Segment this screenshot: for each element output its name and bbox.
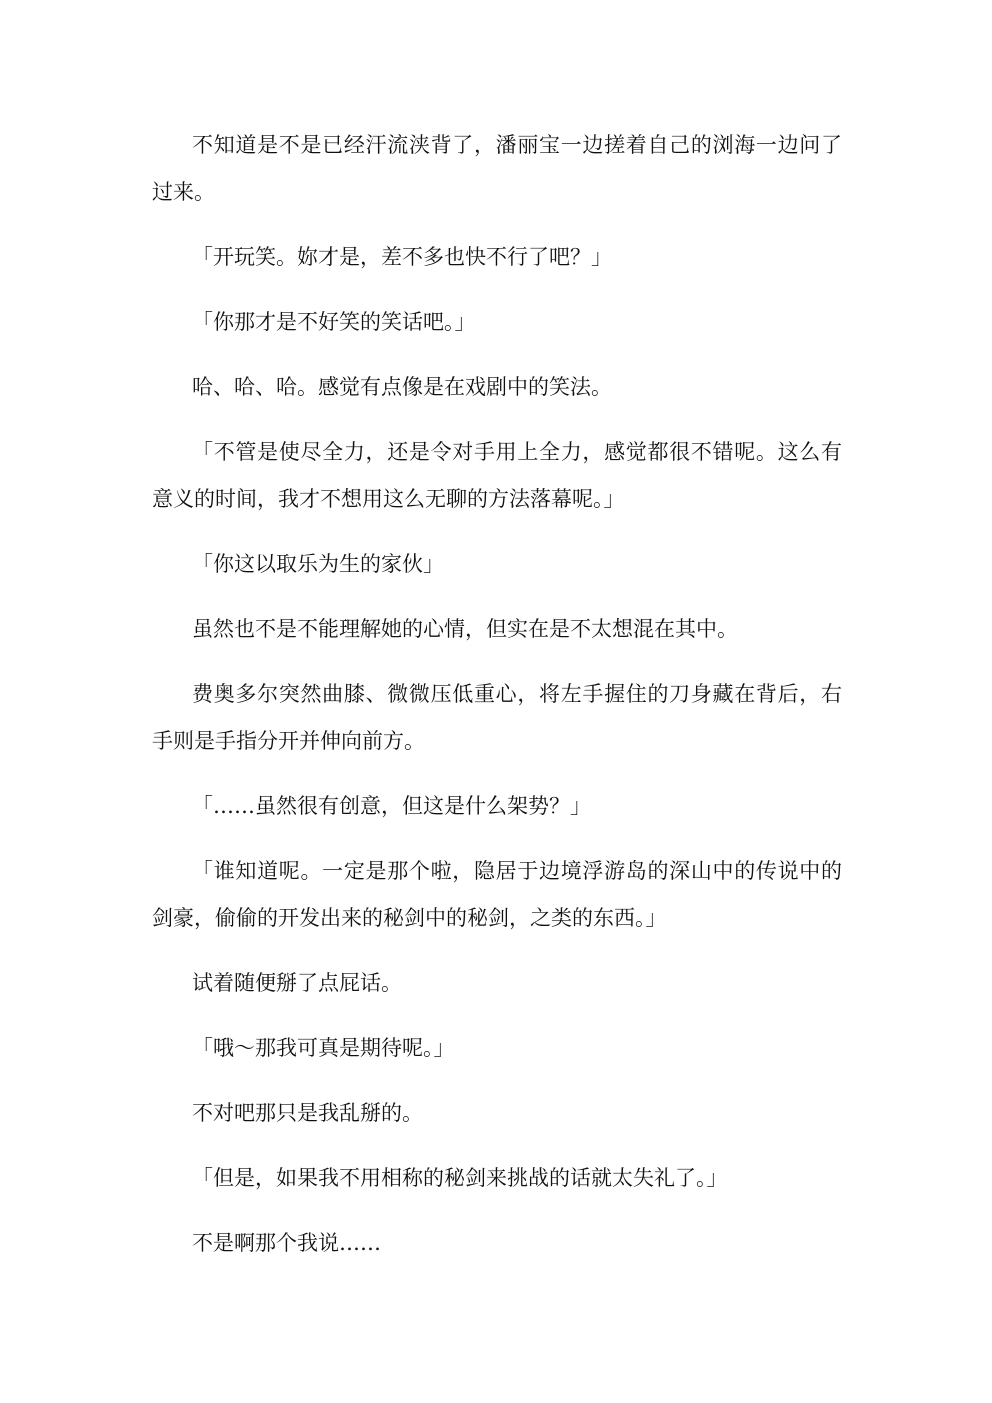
paragraph-14: 「但是，如果我不用相称的秘剑来挑战的话就太失礼了。」 <box>192 1166 728 1190</box>
paragraph-12: 「哦～那我可真是期待呢。」 <box>192 1036 455 1060</box>
paragraph-6: 「你这以取乐为生的家伙」 <box>192 552 444 576</box>
paragraph-15: 不是啊那个我说…… <box>192 1231 381 1255</box>
paragraph-13: 不对吧那只是我乱掰的。 <box>192 1101 423 1125</box>
paragraph-5: 「不管是使尽全力，还是令对手用上全力，感觉都很不错呢。这么有意义的时间，我才不想用这么无聊的方法落幕呢。」 <box>152 440 842 511</box>
paragraph-11: 试着随便掰了点屁话。 <box>192 971 402 995</box>
paragraph-1: 不知道是不是已经汗流浃背了，潘丽宝一边搓着自己的浏海一边问了过来。 <box>152 133 842 204</box>
paragraph-9: 「……虽然很有创意，但这是什么架势？」 <box>192 794 591 818</box>
paragraph-10: 「谁知道呢。一定是那个啦，隐居于边境浮游岛的深山中的传说中的剑豪，偷偷的开发出来的秘剑中的秘剑，之类的东西。」 <box>152 859 842 930</box>
document-page <box>152 122 842 1285</box>
paragraph-8: 费奥多尔突然曲膝、微微压低重心，将左手握住的刀身藏在背后，右手则是手指分开并伸向前方。 <box>152 682 842 753</box>
paragraph-7: 虽然也不是不能理解她的心情，但实在是不太想混在其中。 <box>192 617 738 641</box>
paragraph-4: 哈、哈、哈。感觉有点像是在戏剧中的笑法。 <box>192 375 612 399</box>
paragraph-3: 「你那才是不好笑的笑话吧。」 <box>192 310 476 334</box>
paragraph-2: 「开玩笑。妳才是，差不多也快不行了吧？」 <box>192 245 612 269</box>
